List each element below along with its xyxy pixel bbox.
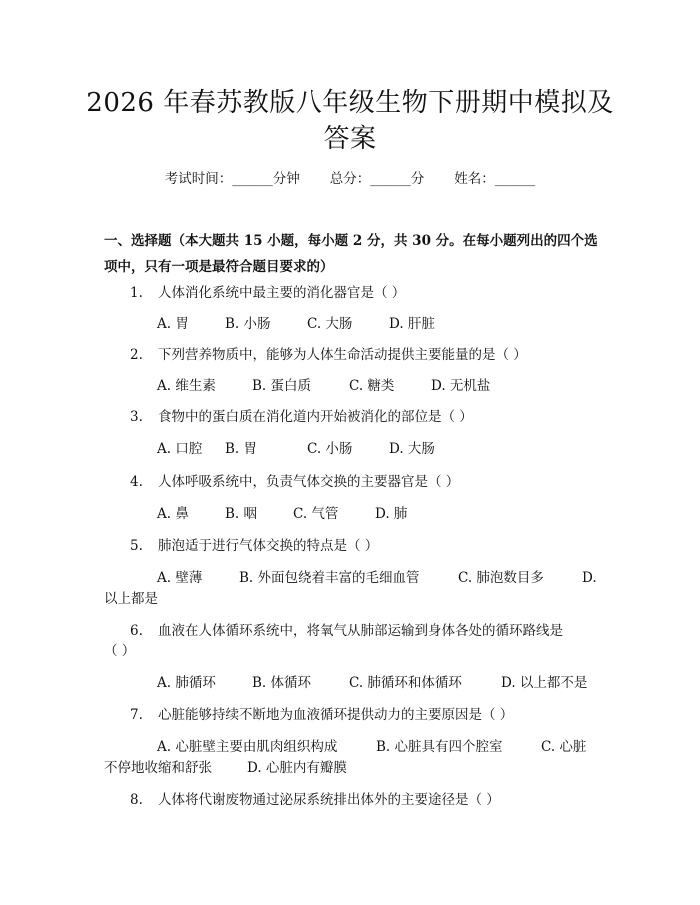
option-c-wrap: 不停地收缩和舒张	[104, 760, 212, 776]
question-6-options	[157, 673, 587, 693]
option-b: B. 小肠	[225, 316, 271, 332]
question-7-options	[157, 737, 586, 757]
section-heading-line-1: 一、选择题（本大题共 15 小题，每小题 2 分，共 30 分。在每小题列出的四个选	[104, 233, 598, 249]
question-5-options	[157, 568, 597, 588]
question-text: 肺泡适于进行气体交换的特点是（ ）	[158, 538, 379, 554]
option-a: A. 壁薄	[157, 570, 203, 586]
time-blank: ______	[232, 171, 273, 187]
question-text: 血液在人体循环系统中，将氧气从肺部运输到身体各处的循环路线是	[158, 623, 563, 639]
option-b: B. 蛋白质	[252, 378, 312, 394]
question-text: 心脏能够持续不断地为血液循环提供动力的主要原因是（ ）	[158, 707, 514, 723]
score-unit: 分	[410, 171, 425, 187]
option-d: D. 肺	[375, 506, 408, 522]
option-b: B. 心脏具有四个腔室	[376, 739, 503, 755]
section-heading	[104, 228, 604, 280]
option-d: D.	[582, 570, 597, 586]
question-number: 5.	[130, 538, 143, 554]
question-text: 人体将代谢废物通过泌尿系统排出体外的主要途径是（ ）	[158, 792, 500, 808]
question-number: 2.	[130, 347, 143, 363]
option-b: B. 外面包绕着丰富的毛细血管	[239, 570, 420, 586]
option-c: C. 糖类	[349, 378, 395, 394]
question-number: 3.	[130, 409, 143, 425]
option-d: D. 以上都不是	[501, 675, 588, 691]
question-2-options	[157, 376, 490, 396]
option-d: D. 心脏内有瓣膜	[247, 760, 347, 776]
option-d: D. 肝脏	[389, 316, 435, 332]
option-a: A. 维生素	[157, 378, 216, 394]
question-text: 人体呼吸系统中，负责气体交换的主要器官是（ ）	[158, 474, 460, 490]
option-a: A. 鼻	[157, 506, 189, 522]
question-5-option-d-wrap: 以上都是	[104, 591, 158, 607]
score-blank: ______	[370, 171, 411, 187]
question-1-options	[157, 314, 435, 334]
option-c: C. 大肠	[307, 316, 353, 332]
question-4-options	[157, 504, 407, 524]
score-label: 总分：	[329, 171, 371, 187]
question-text: 人体消化系统中最主要的消化器官是（ ）	[158, 285, 406, 301]
option-c: C. 肺泡数目多	[458, 570, 544, 586]
question-number: 8.	[130, 792, 143, 808]
question-text: 食物中的蛋白质在消化道内开始被消化的部位是（ ）	[158, 409, 473, 425]
question-number: 1.	[130, 285, 143, 301]
page-title-line-2: 答案	[323, 124, 377, 154]
option-b: B. 咽	[225, 506, 258, 522]
option-a: A. 胃	[157, 316, 189, 332]
option-c: C. 肺循环和体循环	[349, 675, 462, 691]
question-text: 下列营养物质中，能够为人体生命活动提供主要能量的是（ ）	[158, 347, 527, 363]
option-b: B. 体循环	[252, 675, 312, 691]
question-6-text-wrap: （ ）	[104, 643, 136, 659]
option-c: C. 小肠	[307, 441, 353, 457]
option-b: B. 胃	[225, 441, 258, 457]
time-unit: 分钟	[272, 171, 300, 187]
section-heading-line-2: 项中，只有一项是最符合题目要求的）	[104, 259, 334, 275]
name-label: 姓名：	[454, 171, 495, 187]
option-a: A. 肺循环	[157, 675, 216, 691]
option-d: D. 无机盐	[431, 378, 491, 394]
name-blank: ______	[494, 171, 536, 187]
option-c: C. 气管	[293, 506, 339, 522]
exam-meta	[0, 169, 700, 189]
option-a: A. 口腔	[157, 441, 203, 457]
question-number: 7.	[130, 707, 143, 723]
question-7-options-wrap	[104, 758, 347, 778]
question-number: 6.	[130, 623, 143, 639]
option-a: A. 心脏壁主要由肌肉组织构成	[157, 739, 338, 755]
page-title-line-1: 2026 年春苏教版八年级生物下册期中模拟及	[86, 88, 614, 118]
question-number: 4.	[130, 474, 143, 490]
option-d: D. 大肠	[389, 441, 435, 457]
question-3-options	[157, 439, 435, 459]
option-c: C. 心脏	[541, 739, 587, 755]
time-label: 考试时间：	[164, 171, 233, 187]
